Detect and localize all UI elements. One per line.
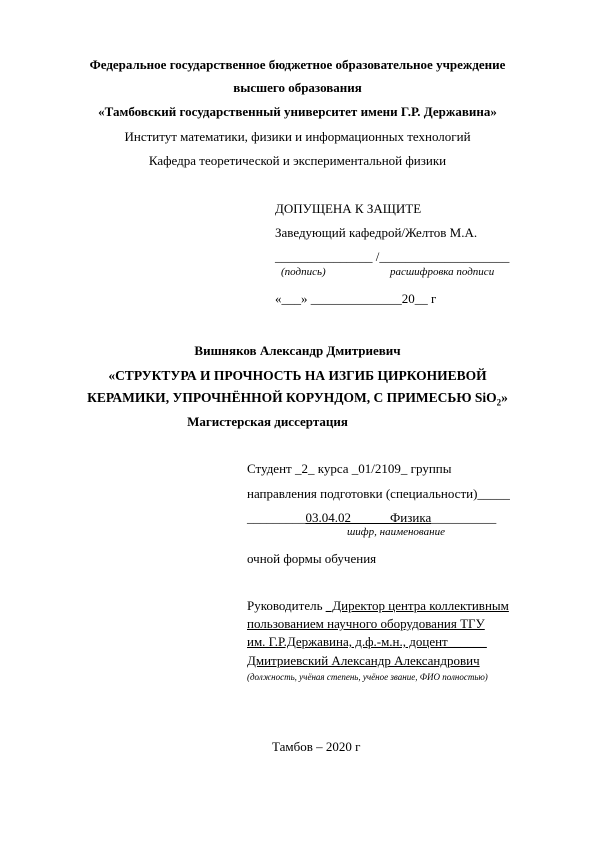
student-specialty-line	[247, 510, 496, 526]
thesis-title-line-2-text: КЕРАМИКИ, УПРОЧНЁННОЙ КОРУНДОМ, С ПРИМЕСЬЮ SiO	[87, 390, 497, 405]
thesis-type: Магистерская диссертация	[187, 414, 348, 429]
specialty-name: Физика	[390, 510, 432, 525]
student-direction: направления подготовки (специальности)_____	[247, 486, 510, 501]
supervisor-label: Руководитель	[247, 598, 326, 613]
approval-date-line: «___» ______________20__ г	[275, 291, 437, 306]
org-line-2: высшего образования	[233, 80, 362, 95]
student-course-group: Студент _2_ курса _01/2109_ группы	[247, 461, 452, 476]
head-of-department: Заведующий кафедрой/Желтов М.А.	[275, 225, 478, 240]
specialty-code: 03.04.02	[305, 510, 351, 525]
supervisor-position-start: _Директор центра коллективным	[325, 598, 509, 613]
department-name: Кафедра теоретической и экспериментальной физики	[148, 153, 447, 168]
thesis-title-line-1: «СТРУКТУРА И ПРОЧНОСТЬ НА ИЗГИБ ЦИРКОНИЕВОЙ	[108, 368, 487, 383]
specialty-post: __________	[431, 510, 497, 525]
signature-label: (подпись)	[281, 266, 326, 278]
thesis-title-subscript: 2	[496, 397, 502, 408]
signature-line: _______________ /____________________	[275, 249, 510, 264]
thesis-title-close-quote: »	[501, 390, 508, 405]
thesis-title-line-2	[0, 390, 595, 408]
university-name: «Тамбовский государственный университет имени Г.Р. Державина»	[98, 104, 497, 119]
approval-title: ДОПУЩЕНА К ЗАЩИТЕ	[275, 201, 422, 216]
institute-name: Институт математики, физики и информационных технологий	[124, 129, 471, 144]
city-year: Тамбов – 2020 г	[272, 739, 361, 754]
supervisor-line-3: им. Г.Р.Державина, д.ф.-м.н., доцент______	[247, 634, 487, 649]
signature-decode-label: расшифровка подписи	[390, 266, 495, 278]
specialty-code-label: шифр, наименование	[347, 526, 445, 538]
author-name: Вишняков Александр Дмитриевич	[194, 343, 401, 358]
specialty-gap	[351, 510, 390, 525]
supervisor-line-1	[247, 598, 509, 614]
supervisor-line-2: пользованием научного оборудования ТГУ	[247, 616, 485, 631]
org-line-1: Федеральное государственное бюджетное образовательное учреждение	[89, 57, 506, 72]
supervisor-caption: (должность, учёная степень, учёное звание, ФИО полностью)	[247, 672, 488, 682]
supervisor-full-name: Дмитриевский Александр Александрович	[247, 653, 480, 668]
specialty-pre: _________	[247, 510, 306, 525]
study-form: очной формы обучения	[247, 551, 377, 566]
